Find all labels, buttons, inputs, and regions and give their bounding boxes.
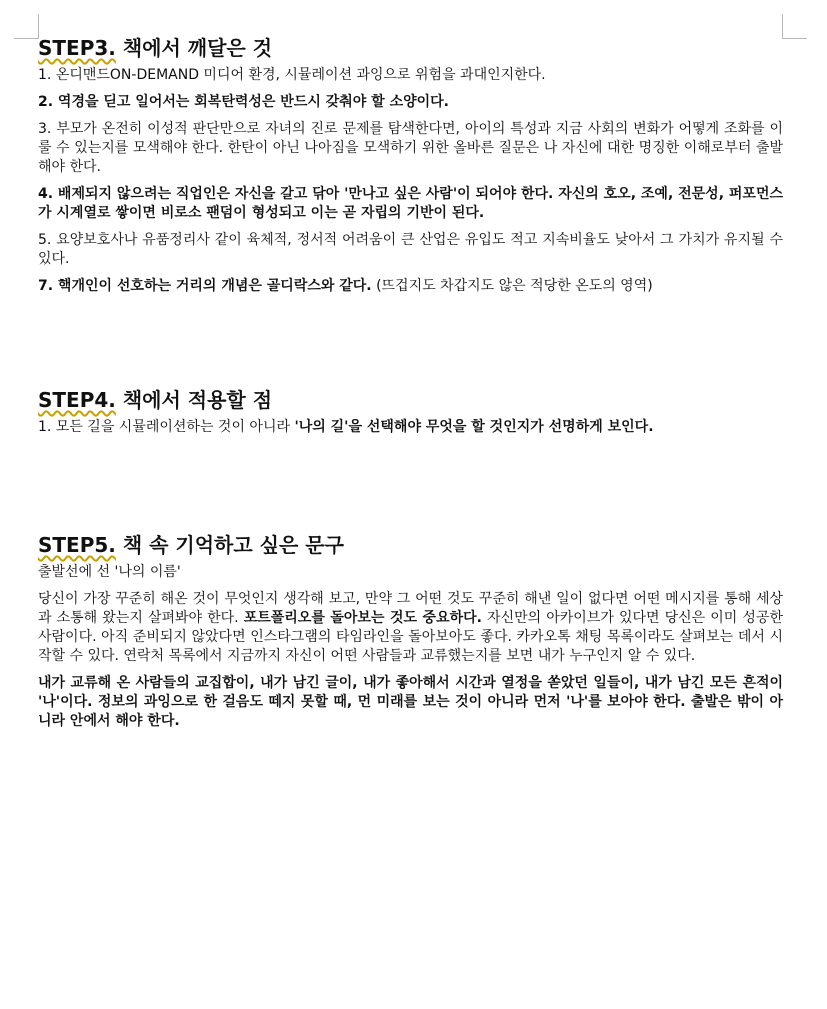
step5-paragraph-1 (38, 590, 783, 666)
step3-title: 책에서 깨달은 것 (115, 36, 273, 60)
step5-title: 책 속 기억하고 싶은 문구 (115, 533, 344, 557)
document-page (38, 34, 783, 739)
step3-item-7-normal: (뜨겁지도 차갑지도 않은 적당한 온도의 영역) (371, 278, 653, 294)
step3-item-7-bold: 7. 핵개인이 선호하는 거리의 개념은 골디락스와 같다. (38, 278, 372, 294)
step4-item-1 (38, 418, 783, 437)
step5-para1-bold: 포트폴리오를 돌아보는 것도 중요하다. (243, 610, 482, 626)
step4-item-1-bold: '나의 길'을 선택해야 무엇을 할 것인지가 선명하게 보인다. (294, 419, 654, 435)
step5-para1-normal: 당신이 가장 꾸준히 해온 것이 무엇인지 생각해 보고, 만약 그 어떤 것도 꾸준히 해낸 일이 없다면 어떤 메시지를 통해 세상과 소통해 왔는지 살펴봐야 한다. (38, 591, 783, 626)
step3-prefix: STEP3. (38, 36, 116, 60)
step5-heading (38, 531, 783, 559)
step3-item-3: 3. 부모가 온전히 이성적 판단만으로 자녀의 진로 문제를 탐색한다면, 아이의 특성과 지금 사회의 변화가 어떻게 조화를 이룰 수 있는지를 모색해야 한다. 한탄이 아닌 나아짐을 모색하기 위한 올바른 질문은 나 자신에 대한 명징한 이해로부터 출발해야 한다. (38, 121, 783, 175)
page-corner-mark-left (14, 14, 39, 39)
step5-subtitle: 출발선에 선 '나의 이름' (38, 564, 181, 580)
step4-prefix: STEP4. (38, 388, 116, 412)
step5-paragraph-2: 내가 교류해 온 사람들의 교집합이, 내가 남긴 글이, 내가 좋아해서 시간과 열정을 쏟았던 일들이, 내가 남긴 모든 흔적이 '나'이다. 정보의 과잉으로 한 걸음도 떼지 못할 때, 먼 미래를 보는 것이 아니라 먼저 '나'를 보아야 한다. 출발은 밖이 아니라 안에서 해야 한다. (38, 675, 783, 729)
step4-title: 책에서 적용할 점 (115, 388, 273, 412)
step3-item-7 (38, 277, 783, 296)
step4-item-1-normal: 1. 모든 길을 시뮬레이션하는 것이 아니라 (38, 419, 295, 435)
page-corner-mark-right (782, 14, 807, 39)
step3-item-1: 1. 온디맨드ON-DEMAND 미디어 환경, 시뮬레이션 과잉으로 위험을 과대인지한다. (38, 67, 546, 83)
step5-para1-rest: 자신만의 아카이브가 있다면 당신은 이미 성공한 사람이다. 아직 준비되지 않았다면 인스타그램의 타임라인을 돌아보아도 좋다. 카카오톡 채팅 목록이라도 살펴보는 데서 시작할 수 있다. 연락처 목록에서 지금까지 자신이 어떤 사람들과 교류했는지를 보면 내가 누구인지 알 수 있다. (38, 610, 783, 664)
step4-heading (38, 386, 783, 414)
step3-item-5: 5. 요양보호사나 유품정리사 같이 육체적, 정서적 어려움이 큰 산업은 유입도 적고 지속비율도 낮아서 그 가치가 유지될 수 있다. (38, 232, 783, 267)
step3-heading (38, 34, 783, 62)
step5-prefix: STEP5. (38, 533, 116, 557)
step3-item-2: 2. 역경을 딛고 일어서는 회복탄력성은 반드시 갖춰야 할 소양이다. (38, 94, 449, 110)
step3-item-4: 4. 배제되지 않으려는 직업인은 자신을 갈고 닦아 '만나고 싶은 사람'이 되어야 한다. 자신의 호오, 조예, 전문성, 퍼포먼스가 시계열로 쌓이면 비로소 팬덤이 형성되고 이는 곧 자립의 기반이 된다. (38, 186, 783, 221)
